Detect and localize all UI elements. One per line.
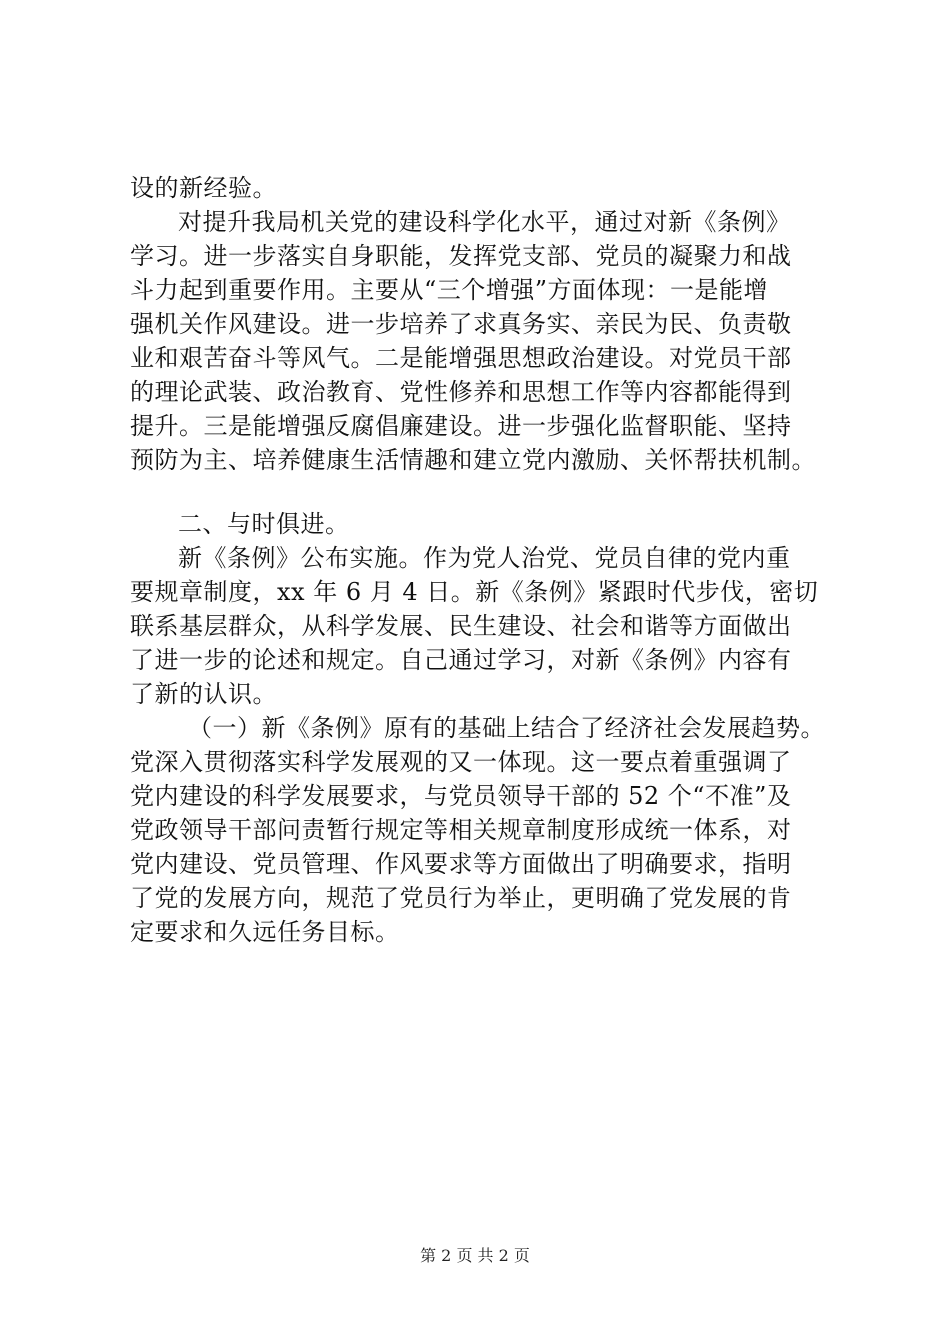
text-line: 预防为主、培养健康生活情趣和建立党内激励、关怀帮扶机制。: [130, 446, 816, 474]
text-line: 党政领导干部问责暂行规定等相关规章制度形成统一体系，对: [130, 816, 792, 844]
document-body: [130, 171, 850, 949]
text-line: 要规章制度，xx 年 6 月 4 日。新《条例》紧跟时代步伐，密切: [130, 578, 819, 606]
paragraph-start-line: 对提升我局机关党的建设科学化水平，通过对新《条例》: [178, 208, 791, 236]
text-line: 党内建设的科学发展要求，与党员领导干部的 52 个“不准”及: [130, 782, 792, 810]
paragraph-gap: [130, 477, 850, 507]
text-line: 党内建设、党员管理、作风要求等方面做出了明确要求，指明: [130, 850, 792, 878]
text-line: 了党的发展方向，规范了党员行为举止，更明确了党发展的肯: [130, 884, 792, 912]
section-heading: 二、与时俱进。: [178, 510, 350, 538]
text-line: 提升。三是能增强反腐倡廉建设。进一步强化监督职能、坚持: [130, 412, 792, 440]
page-number-footer: 第 2 页 共 2 页: [420, 1246, 530, 1265]
text-line: 斗力起到重要作用。主要从“三个增强”方面体现：一是能增: [130, 276, 769, 304]
subsection-start-line: （一）新《条例》原有的基础上结合了经济社会发展趋势。: [188, 714, 825, 742]
text-line: 了新的认识。: [130, 680, 277, 708]
paragraph-start-line: 新《条例》公布实施。作为党人治党、党员自律的党内重: [178, 544, 791, 572]
text-line: 的理论武装、政治教育、党性修养和思想工作等内容都能得到: [130, 378, 792, 406]
text-line: 党深入贯彻落实科学发展观的又一体现。这一要点着重强调了: [130, 748, 792, 776]
text-line: 了进一步的论述和规定。自己通过学习，对新《条例》内容有: [130, 646, 792, 674]
text-line: 业和艰苦奋斗等风气。二是能增强思想政治建设。对党员干部: [130, 344, 792, 372]
text-line: 强机关作风建设。进一步培养了求真务实、亲民为民、负责敬: [130, 310, 792, 338]
text-line: 联系基层群众，从科学发展、民生建设、社会和谐等方面做出: [130, 612, 792, 640]
text-line: 学习。进一步落实自身职能，发挥党支部、党员的凝聚力和战: [130, 242, 792, 270]
text-line: 设的新经验。: [130, 174, 277, 202]
text-line: 定要求和久远任务目标。: [130, 918, 400, 946]
